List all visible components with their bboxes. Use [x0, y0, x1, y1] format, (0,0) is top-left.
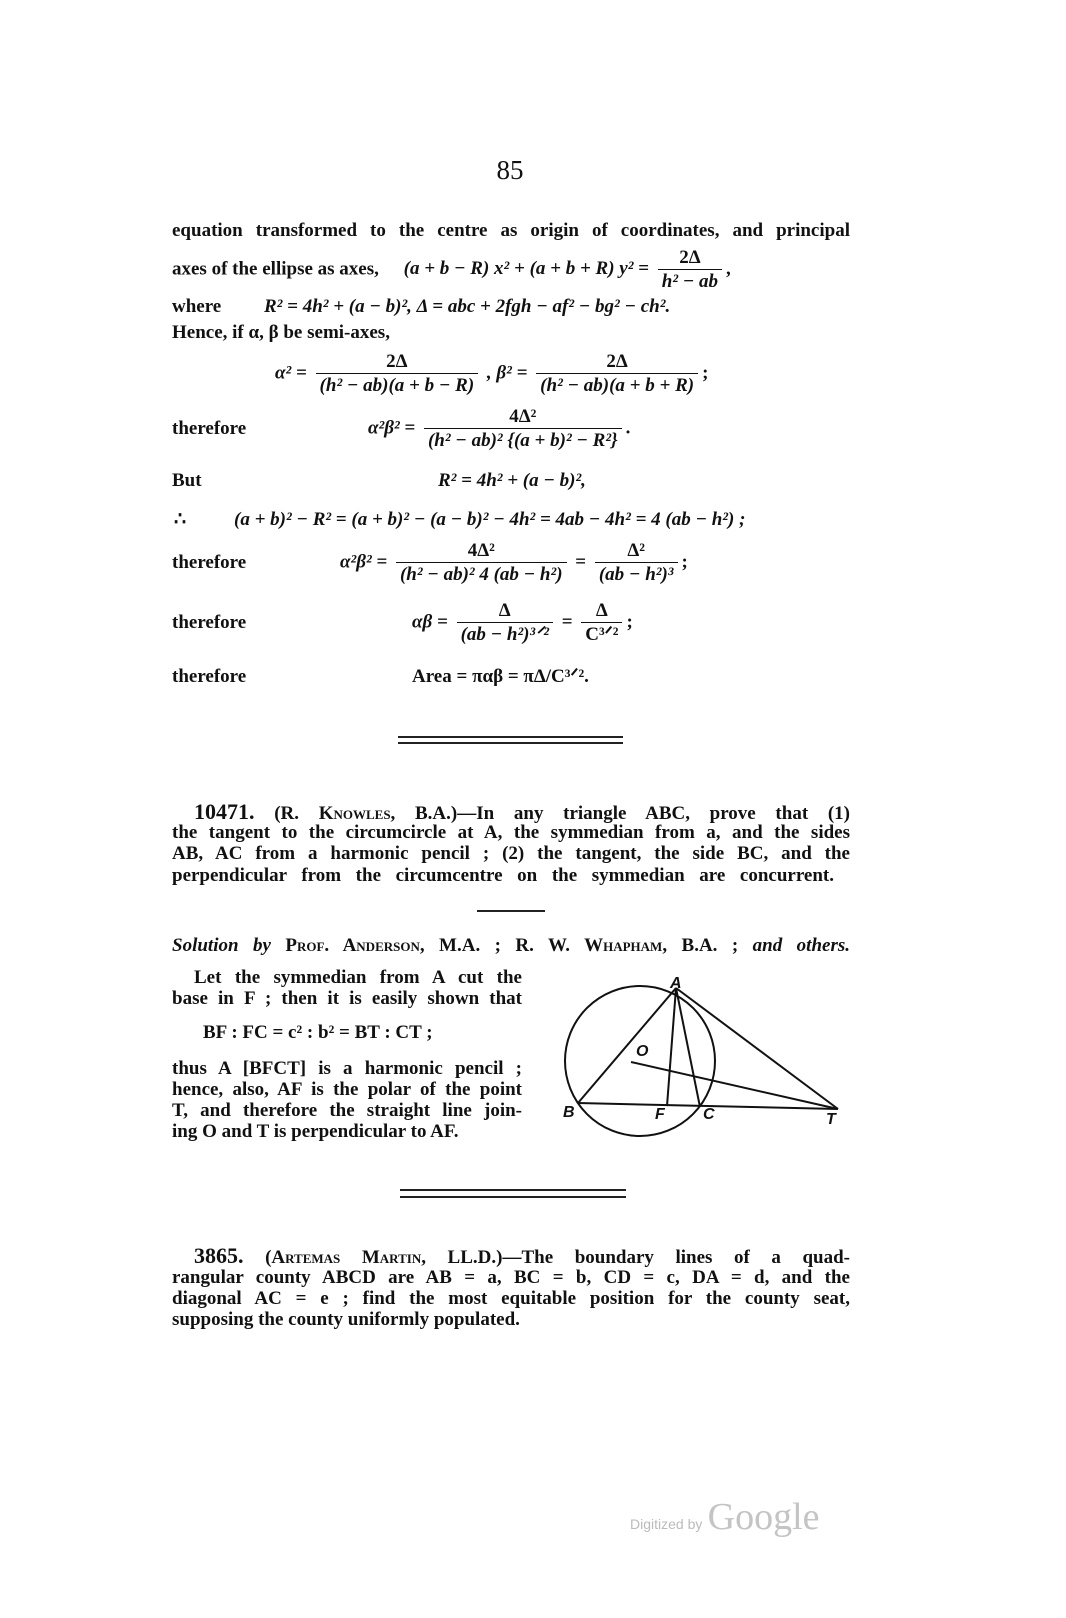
but-label: But	[172, 470, 202, 491]
therefore-symbol: ∴	[174, 509, 187, 530]
lhs: α²β² =	[368, 417, 416, 439]
watermark-prefix: Digitized by	[630, 1516, 703, 1532]
solution-line: T, and therefore the straight line join-	[172, 1100, 522, 1121]
side-ac	[676, 988, 700, 1107]
lhs: , β² =	[486, 362, 528, 384]
denominator: (h² − ab)² 4 (ab − h²)	[396, 562, 567, 585]
text: —In any triangle ABC, prove that (1)	[457, 803, 851, 824]
text-line: equation transformed to the centre as origin of coordinates, and principal	[172, 220, 850, 241]
equation: R² = 4h² + (a − b)²,	[438, 470, 586, 491]
text: —The boundary lines of a quad-	[502, 1247, 850, 1268]
lhs: αβ =	[412, 611, 448, 633]
digitized-watermark	[630, 1495, 820, 1539]
google-logo: Google	[707, 1496, 820, 1538]
page-number: 85	[496, 155, 524, 185]
label-t: T	[826, 1111, 836, 1128]
therefore-label: therefore	[172, 418, 247, 439]
numerator: 4Δ²	[467, 540, 495, 561]
therefore-label: therefore	[172, 666, 247, 687]
label-a: A	[670, 975, 682, 992]
label-o: O	[636, 1043, 649, 1060]
text-line: Hence, if α, β be semi-axes,	[172, 322, 390, 343]
equation: (a + b)² − R² = (a + b)² − (a − b)² − 4h² = 4ab − 4h² = 4 (ab − h²) ;	[234, 509, 746, 530]
lhs: α² =	[275, 362, 307, 384]
solution-line: Let the symmedian from A cut the	[194, 967, 522, 988]
question-line	[172, 1245, 850, 1269]
denominator: (ab − h²)³ᐟ²	[457, 622, 553, 645]
label: where	[172, 296, 222, 317]
numerator: Δ	[595, 600, 608, 621]
question-line: perpendicular from the circumcentre on the symmedian are concurrent.	[172, 865, 834, 886]
punct: ;	[681, 551, 688, 573]
equation: R² = 4h² + (a − b)², Δ = abc + 2fgh − af² − bg² − ch².	[264, 296, 671, 317]
numerator: 2Δ	[386, 351, 408, 372]
question-line: supposing the county uniformly populated.	[172, 1309, 520, 1330]
numerator: 4Δ²	[509, 406, 537, 427]
question-line: diagonal AC = e ; find the most equitable position for the county seat,	[172, 1288, 850, 1309]
solution-line: ing O and T is perpendicular to AF.	[172, 1121, 459, 1142]
solvers: Prof. Anderson, M.A. ; R. W. Whapham, B.A. ;	[285, 935, 739, 956]
denominator: (h² − ab)(a + b + R)	[536, 373, 698, 396]
punct: ;	[702, 362, 709, 384]
author: (R. Knowles, B.A.)	[274, 803, 458, 824]
therefore-label: therefore	[172, 552, 247, 573]
divider	[400, 1189, 626, 1191]
circumcircle	[565, 986, 715, 1136]
and-others: and others.	[752, 935, 850, 956]
question-number: 10471.	[194, 799, 255, 824]
numerator: 2Δ	[679, 247, 701, 268]
equals: =	[561, 611, 573, 633]
equation: Area = παβ = πΔ/C³ᐟ².	[412, 666, 589, 687]
label-f: F	[655, 1106, 665, 1123]
symmedian-af	[667, 988, 676, 1106]
solution-line: hence, also, AF is the polar of the point	[172, 1079, 522, 1100]
solution-line: base in F ; then it is easily shown that	[172, 988, 522, 1009]
equals: =	[575, 551, 587, 573]
text: axes of the ellipse as axes,	[172, 258, 379, 280]
question-line: the tangent to the circumcircle at A, the symmedian from a, and the sides	[172, 822, 850, 843]
label: Solution by	[172, 935, 271, 956]
label-b: B	[563, 1104, 575, 1121]
author: (Artemas Martin, LL.D.)	[265, 1247, 503, 1268]
side-ab	[578, 988, 676, 1103]
lhs: α²β² =	[340, 551, 388, 573]
therefore-label: therefore	[172, 612, 247, 633]
punct: .	[625, 417, 631, 439]
question-line: rangular county ABCD are AB = a, BC = b, CD = c, DA = d, and the	[172, 1267, 850, 1288]
denominator: (ab − h²)³	[595, 562, 678, 585]
numerator: 2Δ	[606, 351, 628, 372]
divider	[400, 1196, 626, 1198]
equation: (a + b − R) x² + (a + b + R) y² =	[403, 258, 650, 280]
solution-line: thus A [BFCT] is a harmonic pencil ;	[172, 1058, 522, 1079]
label-c: C	[703, 1106, 715, 1123]
punct: ,	[726, 258, 731, 280]
numerator: Δ	[498, 600, 511, 621]
denominator: (h² − ab)(a + b − R)	[316, 373, 479, 396]
ratio-equation: BF : FC = c² : b² = BT : CT ;	[203, 1022, 433, 1043]
denominator: h² − ab	[658, 269, 722, 292]
question-line: AB, AC from a harmonic pencil ; (2) the tangent, the side BC, and the	[172, 843, 850, 864]
denominator: C³ᐟ²	[581, 622, 622, 645]
punct: ;	[626, 611, 633, 633]
question-number: 3865.	[194, 1243, 244, 1268]
denominator: (h² − ab)² {(a + b)² − R²}	[424, 428, 622, 451]
numerator: Δ²	[627, 540, 645, 561]
